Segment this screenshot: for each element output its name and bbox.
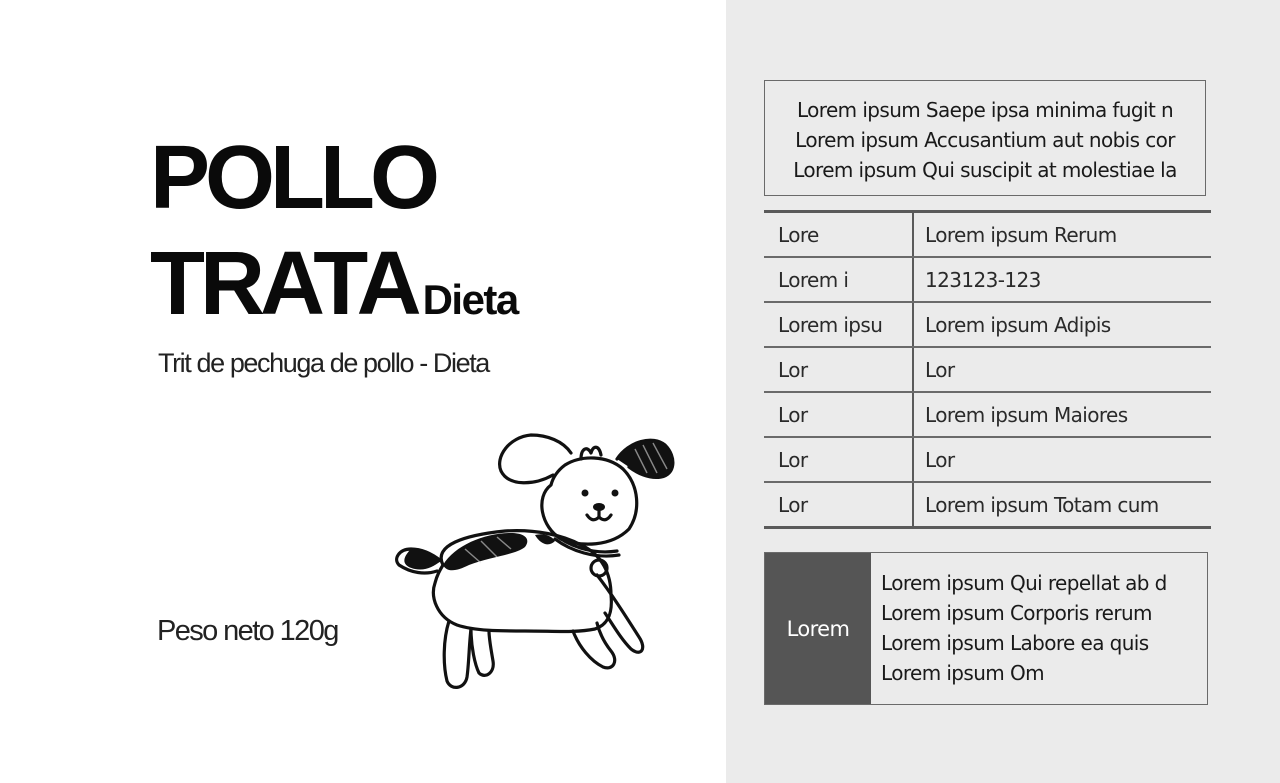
table-value-cell: Lorem ipsum Adipis	[913, 302, 1211, 347]
table-row	[764, 437, 1211, 482]
table-value-cell: 123123-123	[913, 257, 1211, 302]
table-row	[764, 257, 1211, 302]
table-row	[764, 392, 1211, 437]
description-line: Lorem ipsum Accusantium aut nobis cor	[795, 128, 1175, 152]
product-title-line-1	[150, 128, 435, 228]
table-key-cell: Lor	[764, 437, 913, 482]
notes-label: Lorem	[765, 553, 871, 704]
table-value-cell: Lor	[913, 347, 1211, 392]
table-row	[764, 482, 1211, 528]
table-key-cell: Lorem i	[764, 257, 913, 302]
table-value-cell: Lorem ipsum Rerum	[913, 212, 1211, 258]
table-row	[764, 302, 1211, 347]
notes-box	[764, 552, 1208, 705]
table-key-cell: Lor	[764, 347, 913, 392]
table-key-cell: Lor	[764, 392, 913, 437]
description-line: Lorem ipsum Saepe ipsa minima fugit n	[796, 98, 1174, 122]
net-weight: Peso neto 120g	[157, 615, 338, 647]
table-key-cell: Lor	[764, 482, 913, 528]
table-row	[764, 347, 1211, 392]
table-value-cell: Lorem ipsum Totam cum	[925, 492, 1159, 517]
table-row	[764, 212, 1211, 258]
dog-illustration-icon	[385, 425, 685, 700]
title-line-1-text: POLLO	[150, 128, 435, 228]
table-key-cell: Lorem ipsu	[764, 302, 913, 347]
table-key-cell: Lore	[764, 212, 913, 258]
info-table	[764, 210, 1211, 529]
table-value-cell: Lorem ipsum Maiores	[913, 392, 1211, 437]
notes-line: Lorem ipsum Corporis rerum	[881, 601, 1152, 625]
product-title-line-2	[150, 234, 518, 334]
description-box	[764, 80, 1206, 196]
title-suffix: Dieta	[422, 276, 518, 323]
notes-line: Lorem ipsum Labore ea quis	[881, 631, 1149, 655]
product-subtitle: Trit de pechuga de pollo - Dieta	[158, 348, 489, 378]
notes-line: Lorem ipsum Qui repellat ab d	[881, 571, 1167, 595]
notes-text	[881, 568, 1203, 688]
description-line: Lorem ipsum Qui suscipit at molestiae la	[793, 158, 1177, 182]
title-line-2-text: TRATA	[150, 234, 417, 334]
table-value-cell: Lor	[913, 437, 1211, 482]
notes-line: Lorem ipsum Om	[881, 661, 1044, 685]
